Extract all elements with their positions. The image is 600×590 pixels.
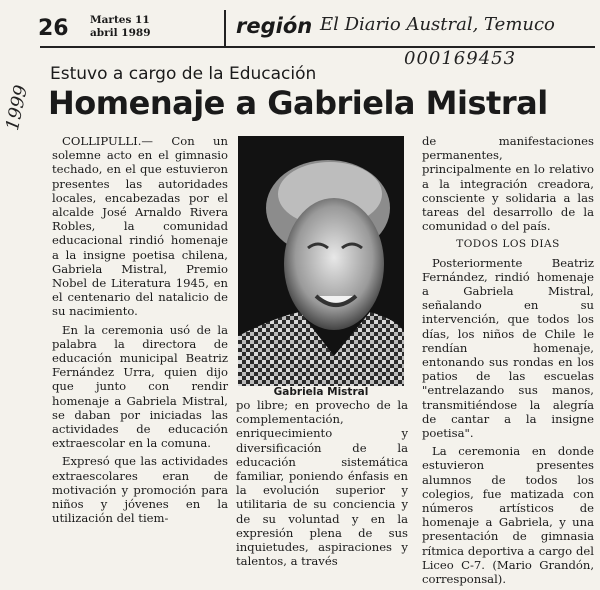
- paragraph: La ceremonia en donde estuvieron presentes alumnos de todos los colegios, fue matizada con números artísticos de homenaje a Gabriela, y una presentación de gimnasia rítmica deportiva a cargo del Liceo C-7. (Mario Grandón, corresponsal).: [422, 444, 594, 587]
- paragraph: Posteriormente Beatriz Fernández, rindió homenaje a Gabriela Mistral, señalando en su intervención, que todos los días, los niños de Chile le rendían homenaje, entonando sus rondas en los patios de las escuelas "entrelazando sus manos, transmitiéndose la alegría de cantar a la insigne poetisa".: [422, 255, 594, 441]
- section-name: región: [236, 14, 313, 38]
- date-block: [90, 14, 151, 40]
- photo-caption: Gabriela Mistral: [273, 386, 369, 398]
- article-kicker: Estuvo a cargo de la Educación: [50, 64, 317, 84]
- paragraph: po libre; en provecho de la complementación, enriquecimiento y diversificación de la educación sistemática familiar, poniendo énfasis en la evolución superior y utilitaria de su conciencia y de su voluntad y en la expresión plena de sus inquietudes, aspiraciones y talentos, a través: [236, 398, 408, 569]
- paragraph: COLLIPULLI.— Con un solemne acto en el gimnasio techado, en el que estuvieron presentes las autoridades locales, encabezadas por el alcalde José Arnaldo Rivera Robles, la comunidad educacional rindió homenaje a la insigne poetisa chilena, Gabriela Mistral, Premio Nobel de Literatura 1945, en el centenario del natalicio de su nacimiento.: [52, 134, 228, 319]
- page-number: 26: [38, 16, 69, 41]
- header-divider: [224, 10, 226, 46]
- article-headline: Homenaje a Gabriela Mistral: [48, 84, 548, 122]
- handwritten-source-note: El Diario Austral, Temuco: [320, 14, 555, 35]
- issue-date: abril 1989: [90, 27, 151, 39]
- handwritten-year-note: 1999: [2, 83, 33, 133]
- article-column-2: [236, 398, 408, 572]
- paragraph: Expresó que las actividades extraescolares eran de motivación y promoción para niños y jóvenes en la utilización del tiem-: [52, 454, 228, 526]
- paragraph: En la ceremonia usó de la palabra la directora de educación municipal Beatriz Fernández Urra, quien dijo que junto con rendir homenaje a Gabriela Mistral, se daban por iniciadas las actividades de educación extraescolar en la comuna.: [52, 322, 228, 451]
- page-header: [0, 0, 600, 50]
- article-subhead: TODOS LOS DIAS: [456, 238, 560, 251]
- portrait-photo-drawing: [238, 136, 404, 386]
- portrait-photo-icon: [238, 136, 404, 386]
- issue-day: Martes 11: [90, 14, 150, 26]
- article-column-1: [52, 134, 228, 529]
- paragraph: de manifestaciones permanentes, principalmente en lo relativo a la integración creadora, consciente y solidaria a las tareas del desarrollo de la comunidad o del país.: [422, 134, 594, 234]
- article-column-3: [422, 134, 594, 590]
- handwritten-archive-code: 000169453: [404, 48, 517, 69]
